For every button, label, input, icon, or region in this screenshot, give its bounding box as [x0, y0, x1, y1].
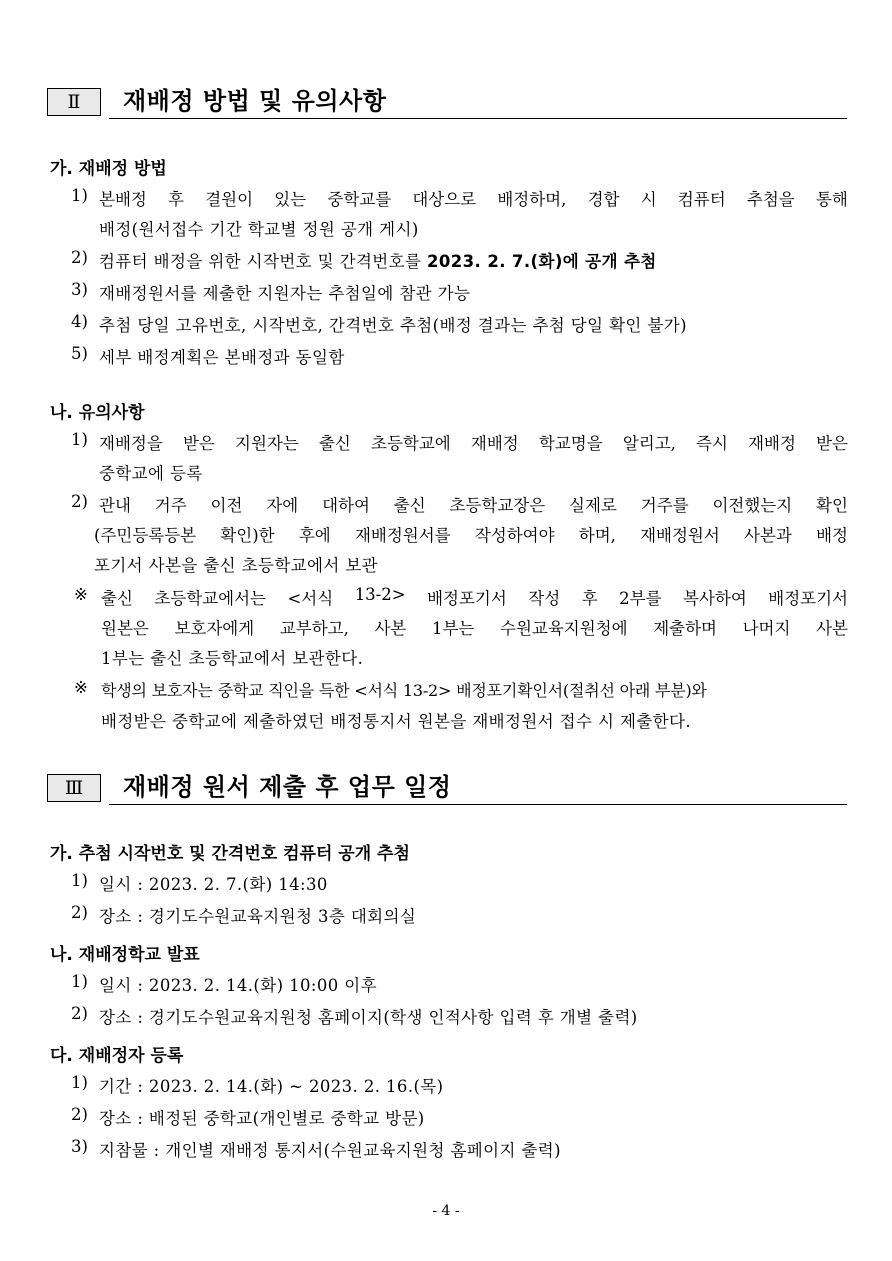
item-number: 2): [71, 492, 88, 511]
list-item-text: 장소 : 경기도수원교육지원청 홈페이지(학생 인적사항 입력 후 개별 출력): [99, 1008, 638, 1027]
note-mark: ※: [74, 585, 88, 604]
subheading-ga-lottery: 가. 추첨 시작번호 및 간격번호 컴퓨터 공개 추첨: [50, 844, 410, 864]
subheading-na-announcement: 나. 재배정학교 발표: [50, 945, 200, 965]
section-2-header: [47, 82, 847, 122]
note-text: 학생의 보호자는 중학교 직인을 득한 <서식 13-2> 배정포기확인서(절취선 아래 부분)와: [101, 681, 707, 700]
list-item-text: 중학교에 등록: [99, 464, 203, 483]
subheading-da-registration: 다. 재배정자 등록: [50, 1046, 184, 1066]
subheading-na-notes: 나. 유의사항: [50, 403, 145, 423]
item-number: 3): [71, 280, 88, 299]
list-item-text: 추첨 당일 고유번호, 시작번호, 간격번호 추첨(배정 결과는 추첨 당일 확인 불가): [99, 316, 687, 335]
lottery-date-highlight: 2023. 2. 7.(화)에 공개 추첨: [426, 252, 657, 271]
note-text: 배정받은 중학교에 제출하였던 배정통지서 원본을 재배정원서 접수 시 제출한다.: [101, 712, 691, 731]
item-number: 1): [71, 430, 88, 449]
item-number: 2): [71, 248, 88, 267]
section-3-underline: [109, 804, 847, 805]
item-number: 1): [71, 186, 88, 205]
list-item-text: 기간 : 2023. 2. 14.(화) ~ 2023. 2. 16.(목): [99, 1077, 444, 1096]
section-3-number: Ⅲ: [47, 774, 101, 802]
note-text: 1부는 출신 초등학교에서 보관한다.: [101, 649, 364, 668]
item-number: 4): [71, 312, 88, 331]
item-number: 2): [71, 903, 88, 922]
item-number: 5): [71, 344, 88, 363]
section-2-number: Ⅱ: [47, 88, 101, 116]
list-item-text: 본배정 후 결원이 있는 중학교를 대상으로 배정하며, 경합 시 컴퓨터 추첨을 통해: [99, 190, 848, 209]
list-item-text: 세부 배정계획은 본배정과 동일함: [99, 348, 345, 367]
item-number: 2): [71, 1004, 88, 1023]
list-item-text: 일시 : 2023. 2. 7.(화) 14:30: [99, 875, 328, 894]
section-3-header: [47, 768, 847, 808]
list-item-text: 관내 거주 이전 자에 대하여 출신 초등학교장은 실제로 거주를 이전했는지 확인: [99, 496, 848, 515]
note-text: 원본은 보호자에게 교부하고, 사본 1부는 수원교육지원청에 제출하며 나머지 사본: [101, 619, 848, 638]
subheading-ga-method: 가. 재배정 방법: [50, 159, 167, 179]
note-mark: ※: [74, 678, 88, 697]
page-number: - 4 -: [432, 1203, 460, 1219]
section-3-title: 재배정 원서 제출 후 업무 일정: [123, 773, 452, 801]
item-number: 3): [71, 1137, 88, 1156]
item-number: 1): [71, 972, 88, 991]
list-item-text: 배정(원서접수 기간 학교별 정원 공개 게시): [99, 220, 419, 239]
section-2-underline: [109, 118, 847, 119]
list-item-text: 일시 : 2023. 2. 14.(화) 10:00 이후: [99, 976, 377, 995]
list-item-text: 재배정을 받은 지원자는 출신 초등학교에 재배정 학교명을 알리고, 즉시 재배정 받은: [99, 434, 848, 453]
item-number: 2): [71, 1105, 88, 1124]
list-item-text: 포기서 사본을 출신 초등학교에서 보관: [94, 556, 379, 575]
item-number: 1): [71, 1073, 88, 1092]
list-item-text: 컴퓨터 배정을 위한 시작번호 및 간격번호를 2023. 2. 7.(화)에 공개 추첨: [99, 252, 657, 271]
list-item-text: 지참물 : 개인별 재배정 통지서(수원교육지원청 홈페이지 출력): [99, 1141, 561, 1160]
list-item-text: 재배정원서를 제출한 지원자는 추첨일에 참관 가능: [99, 284, 471, 303]
item-number: 1): [71, 871, 88, 890]
list-item-text: (주민등록등본 확인)한 후에 재배정원서를 작성하여야 하며, 재배정원서 사본과 배정: [94, 526, 848, 545]
list-item-text: 장소 : 경기도수원교육지원청 3층 대회의실: [99, 907, 417, 926]
list-item-text: 장소 : 배정된 중학교(개인별로 중학교 방문): [99, 1109, 425, 1128]
note-text: 출신 초등학교에서는 <서식 13-2> 배정포기서 작성 후 2부를 복사하여 배정포기서: [101, 585, 848, 608]
section-2-title: 재배정 방법 및 유의사항: [123, 87, 387, 115]
